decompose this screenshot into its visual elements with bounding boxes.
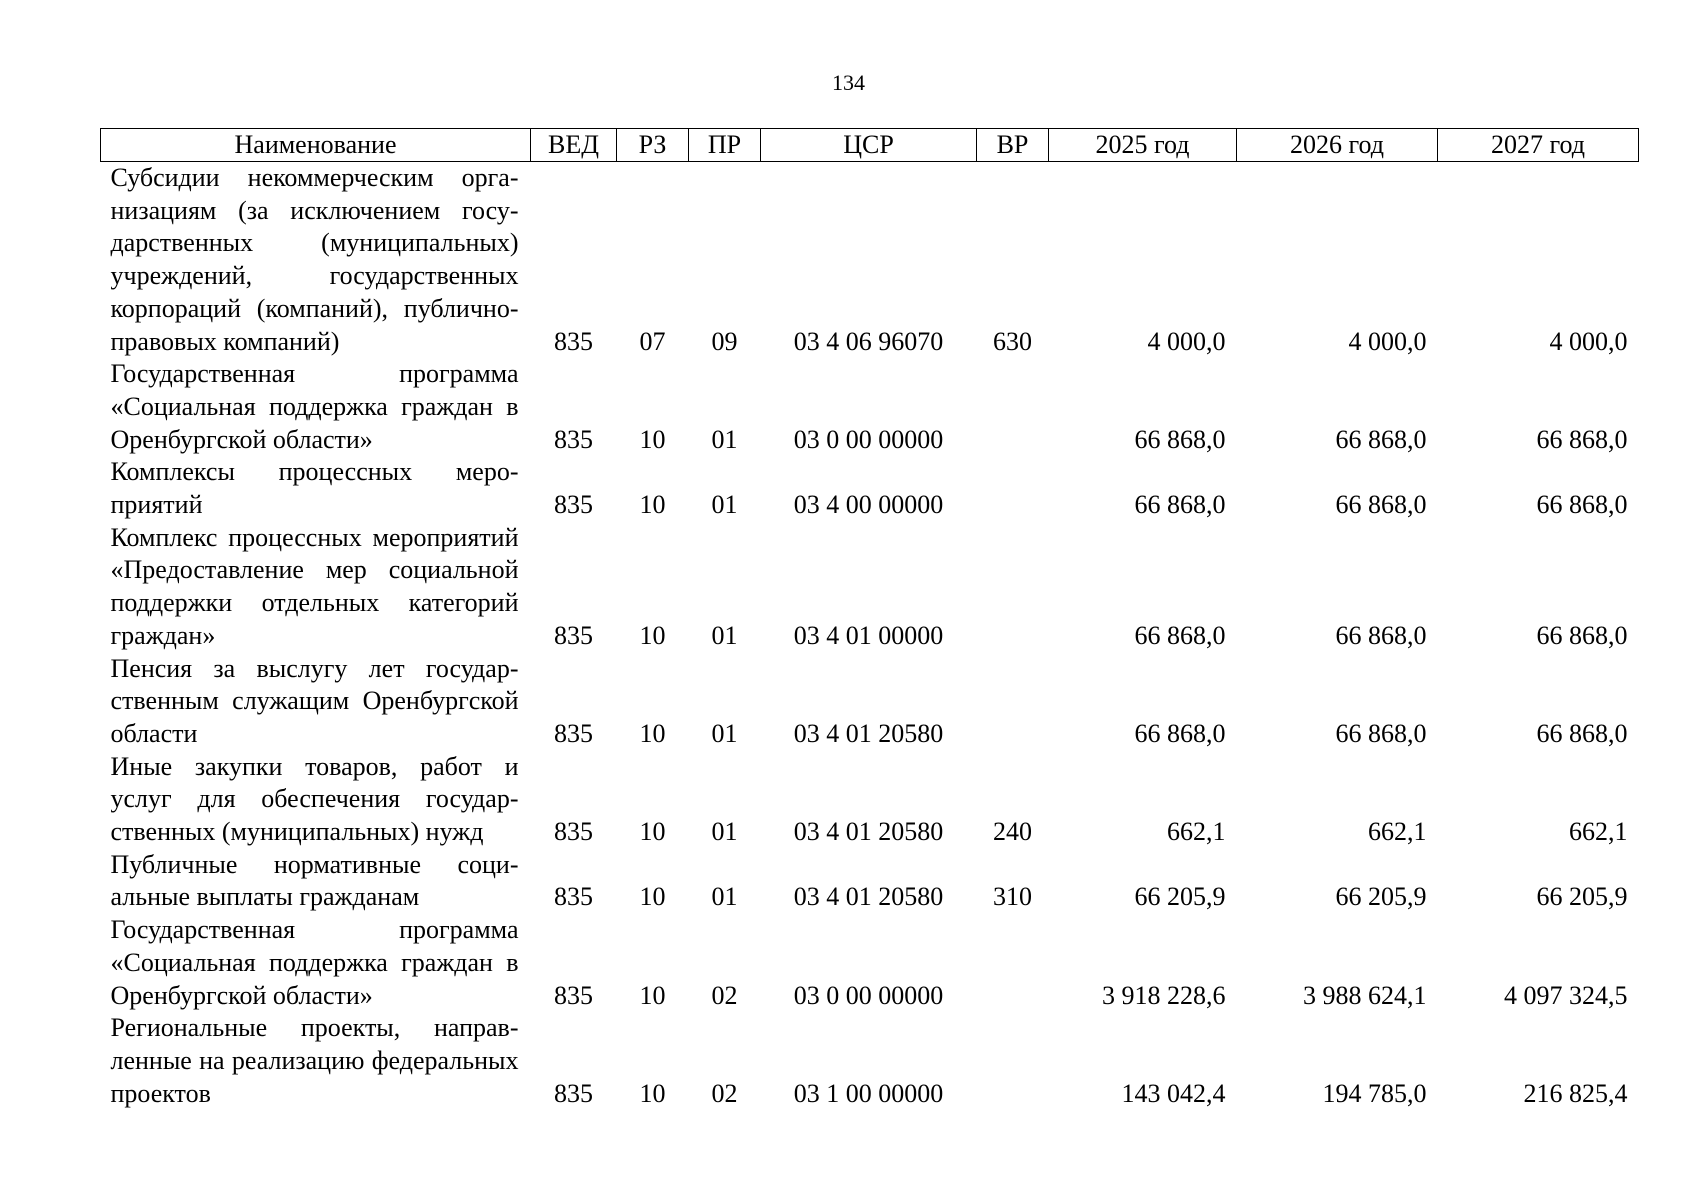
cell-2026: 66 868,0 [1335, 718, 1427, 748]
cell-csr: 03 4 01 20580 [793, 718, 944, 748]
cell-2025: 66 868,0 [1134, 424, 1226, 454]
cell-rz: 07 [639, 326, 666, 356]
table-row [101, 1012, 1639, 1110]
table-header-row [101, 129, 1639, 162]
table-body [101, 162, 1639, 1111]
cell-2025: 662,1 [1167, 817, 1226, 847]
cell-csr: 03 4 01 20580 [793, 882, 944, 912]
cell-csr: 03 1 00 00000 [793, 1078, 944, 1108]
cell-rz: 10 [639, 424, 666, 454]
cell-pr: 01 [711, 424, 738, 454]
cell-rz: 10 [639, 980, 666, 1010]
cell-2026: 4 000,0 [1348, 326, 1427, 356]
cell-csr: 03 0 00 00000 [793, 980, 944, 1010]
header-2025: 2025 год [1049, 129, 1237, 162]
cell-rz: 10 [639, 490, 666, 520]
cell-2025: 3 918 228,6 [1102, 980, 1226, 1010]
cell-ved: 835 [554, 882, 593, 912]
cell-2026: 194 785,0 [1322, 1078, 1427, 1108]
cell-2027: 4 097 324,5 [1504, 980, 1628, 1010]
cell-2026: 66 868,0 [1335, 424, 1427, 454]
cell-rz: 10 [639, 1078, 666, 1108]
table-row [101, 914, 1639, 1012]
cell-vr: 630 [993, 326, 1032, 356]
cell-ved: 835 [554, 1078, 593, 1108]
cell-2025: 66 205,9 [1134, 882, 1226, 912]
cell-name: Комплекс процессных мероприятий «Предоставление мер социальной поддержки отдельных категорий граждан» [110, 522, 519, 650]
cell-2026: 3 988 624,1 [1303, 980, 1427, 1010]
cell-pr: 01 [711, 817, 738, 847]
header-vr: ВР [977, 129, 1049, 162]
cell-rz: 10 [639, 882, 666, 912]
cell-pr: 02 [711, 1078, 738, 1108]
cell-name: Региональные проекты, направленные на реализацию федеральных проектов [110, 1013, 519, 1108]
page-number: 134 [832, 70, 865, 95]
table-row [101, 456, 1639, 521]
cell-vr [977, 1012, 1049, 1110]
cell-pr: 02 [711, 980, 738, 1010]
cell-2025: 66 868,0 [1134, 490, 1226, 520]
header-name: Наименование [101, 129, 531, 162]
table-row [101, 751, 1639, 849]
cell-2026: 662,1 [1368, 817, 1427, 847]
cell-pr: 01 [711, 620, 738, 650]
cell-2027: 66 868,0 [1536, 718, 1628, 748]
cell-vr: 240 [993, 817, 1032, 847]
cell-ved: 835 [554, 326, 593, 356]
header-csr: ЦСР [761, 129, 977, 162]
cell-2027: 662,1 [1569, 817, 1628, 847]
table-row [101, 358, 1639, 456]
cell-2027: 66 868,0 [1536, 424, 1628, 454]
cell-vr [977, 358, 1049, 456]
cell-2026: 66 205,9 [1335, 882, 1427, 912]
header-ved: ВЕД [531, 129, 617, 162]
header-2027: 2027 год [1438, 129, 1639, 162]
cell-2027: 4 000,0 [1549, 326, 1628, 356]
cell-ved: 835 [554, 980, 593, 1010]
table-row [101, 522, 1639, 653]
cell-pr: 01 [711, 718, 738, 748]
budget-table [100, 128, 1639, 1110]
cell-name: Комплексы процессных мероприятий [110, 457, 519, 520]
cell-rz: 10 [639, 718, 666, 748]
cell-rz: 10 [639, 620, 666, 650]
cell-name: Государственная программа «Социальная поддержка граждан в Оренбургской области» [110, 915, 519, 1010]
cell-name: Субсидии некоммерческим организациям (за исключением государственных (муниципальных) учреждений, государственных корпораций (компаний), публично-правовых компаний) [110, 163, 519, 356]
cell-2025: 4 000,0 [1147, 326, 1226, 356]
cell-csr: 03 4 06 96070 [793, 326, 944, 356]
cell-2026: 66 868,0 [1335, 490, 1427, 520]
cell-name: Публичные нормативные социальные выплаты гражданам [110, 849, 519, 912]
cell-name: Государственная программа «Социальная поддержка граждан в Оренбургской области» [110, 359, 519, 454]
table-row [101, 653, 1639, 751]
cell-2027: 216 825,4 [1523, 1078, 1628, 1108]
header-rz: РЗ [617, 129, 689, 162]
cell-2027: 66 868,0 [1536, 620, 1628, 650]
cell-2025: 66 868,0 [1134, 620, 1226, 650]
cell-2027: 66 868,0 [1536, 490, 1628, 520]
table-row [101, 162, 1639, 359]
cell-2026: 66 868,0 [1335, 620, 1427, 650]
cell-vr [977, 914, 1049, 1012]
cell-name: Иные закупки товаров, работ и услуг для обеспечения государственных (муниципальных) нужд [110, 751, 519, 847]
cell-vr [977, 456, 1049, 521]
header-2026: 2026 год [1237, 129, 1438, 162]
cell-pr: 01 [711, 882, 738, 912]
cell-name: Пенсия за выслугу лет государственным служащим Оренбургской области [110, 653, 519, 748]
cell-csr: 03 0 00 00000 [793, 424, 944, 454]
cell-ved: 835 [554, 718, 593, 748]
cell-pr: 09 [711, 326, 738, 356]
cell-vr: 310 [993, 882, 1032, 912]
cell-ved: 835 [554, 620, 593, 650]
cell-2027: 66 205,9 [1536, 882, 1628, 912]
cell-ved: 835 [554, 817, 593, 847]
cell-pr: 01 [711, 490, 738, 520]
header-pr: ПР [689, 129, 761, 162]
cell-2025: 66 868,0 [1134, 718, 1226, 748]
cell-rz: 10 [639, 817, 666, 847]
cell-csr: 03 4 01 20580 [793, 817, 944, 847]
cell-ved: 835 [554, 424, 593, 454]
cell-csr: 03 4 01 00000 [793, 620, 944, 650]
cell-csr: 03 4 00 00000 [793, 490, 944, 520]
cell-vr [977, 522, 1049, 653]
table-row [101, 849, 1639, 914]
cell-2025: 143 042,4 [1121, 1078, 1226, 1108]
cell-ved: 835 [554, 490, 593, 520]
cell-vr [977, 653, 1049, 751]
